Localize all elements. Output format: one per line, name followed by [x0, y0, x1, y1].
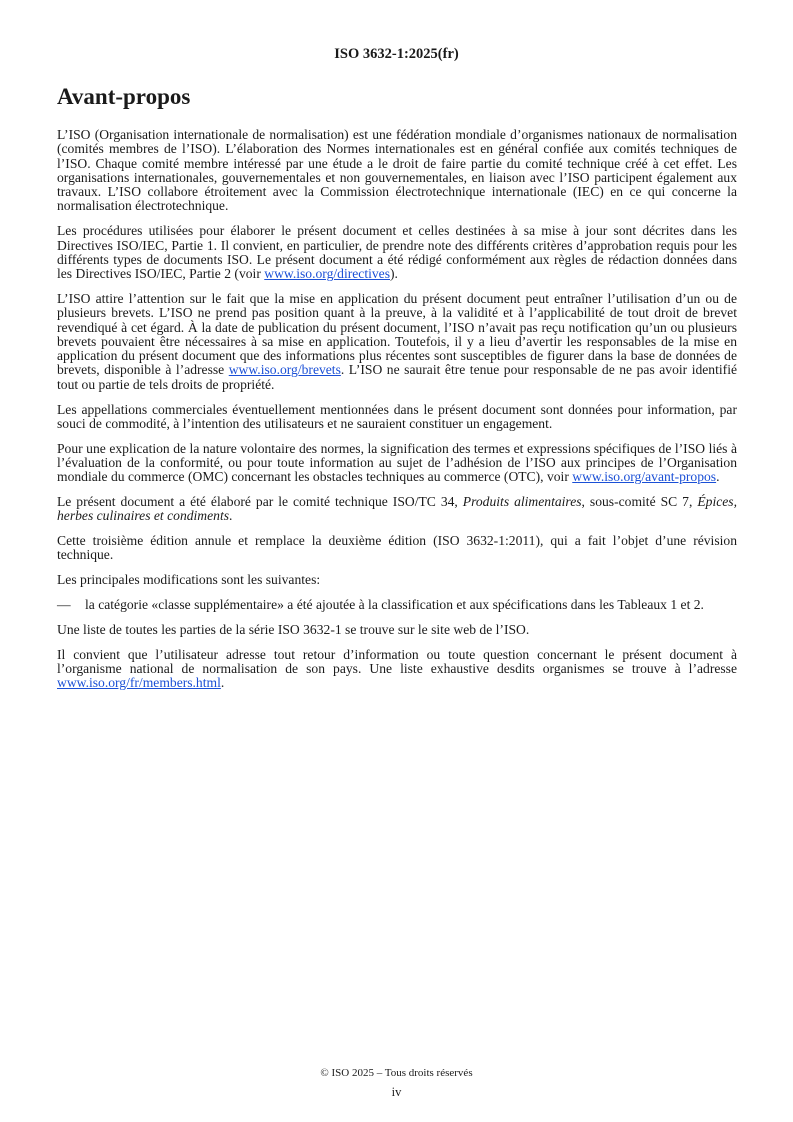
paragraph: Une liste de toutes les parties de la série ISO 3632-1 se trouve sur le site web de l’ISO.: [57, 621, 530, 637]
document-body: [57, 128, 737, 701]
paragraph: L’ISO (Organisation internationale de normalisation) est une fédération mondiale d’organismes nationaux de normalisation (comités membres de l’ISO). L’élaboration des Normes internationales est en général confiée aux comités techniques de l’ISO. Chaque comité membre intéressé par une étude a le droit de faire partie du comité technique créé à cet effet. Les organisations internationales, gouvernementales et non gouvernementales, en liaison avec l’ISO participent également aux travaux. L’ISO collabore étroitement avec la Commission électrotechnique internationale (IEC) en ce qui concerne la normalisation électrotechnique.: [57, 127, 737, 214]
text: Il convient que l’utilisateur adresse tout retour d’information ou toute question concernant le présent document à l’organisme national de normalisation de son pays. Une liste exhaustive desdits organismes se trouve à l’adresse: [57, 646, 737, 676]
text: L’ISO attire l’attention sur le fait que la mise en application du présent document peut entraîner l’utilisation d’un ou de plusieurs brevets. L’ISO ne prend pas position quant à la preuve, à la validité et à l’applicabilité de tout droit de brevet revendiqué à cet égard. À la date de publication du présent document, l’ISO n’avait pas reçu notification qu’un ou plusieurs brevets pouvaient être nécessaires à sa mise en application. Toutefois, il y a lieu d’avertir les responsables de la mise en application du présent document que des informations plus récentes sont susceptibles de figurer dans la base de données de brevets, disponible à l’adresse: [57, 290, 737, 378]
italic-text: Épices, herbes culinaires et condiments: [57, 494, 737, 524]
text: Les procédures utilisées pour élaborer le présent document et celles destinées à sa mise à jour sont décrites dans les Directives ISO/IEC, Partie 1. Il convient, en particulier, de prendre note des différents critères d’approbation requis pour les différents types de documents ISO. Le présent document a été rédigé conformément aux règles de rédaction données dans les Directives ISO/IEC, Partie 2 (voir: [57, 223, 737, 282]
italic-text: Produits alimentaires: [462, 494, 582, 510]
paragraph: Les appellations commerciales éventuellement mentionnées dans le présent document sont données pour information, par souci de commodité, à l’intention des utilisateurs et ne sauraient constituer un engagement.: [57, 401, 737, 431]
text: .: [229, 508, 233, 524]
list-item: [57, 598, 737, 612]
avant-propos-link[interactable]: www.iso.org/avant-propos: [572, 469, 717, 485]
list-item-text: la catégorie «classe supplémentaire» a été ajoutée à la classification et aux spécifications dans les Tableaux 1 et 2.: [85, 597, 704, 613]
text: . L’ISO ne saurait être tenue pour responsable de ne pas avoir identifié tout ou partie de tels droits de propriété.: [57, 362, 737, 392]
text: , sous-comité SC 7,: [581, 494, 698, 510]
directives-link[interactable]: www.iso.org/directives: [264, 266, 390, 282]
text: Le présent document a été élaboré par le comité technique ISO/TC 34,: [57, 494, 463, 510]
paragraph: [57, 648, 737, 691]
paragraph: [57, 292, 737, 392]
members-link[interactable]: www.iso.org/fr/members.html: [57, 675, 221, 691]
copyright-footer: © ISO 2025 – Tous droits réservés: [320, 1067, 473, 1079]
brevets-link[interactable]: www.iso.org/brevets: [228, 362, 341, 378]
page-title: Avant-propos: [57, 84, 191, 109]
text: .: [220, 675, 225, 691]
text: Pour une explication de la nature volontaire des normes, la signification des termes et expressions spécifiques de l’ISO liés à l’évaluation de la conformité, ou pour toute information au sujet de l’adhésion de l’ISO aux principes de l’Organisation mondiale du commerce (OMC) concernant les obstacles techniques au commerce (OTC), voir: [57, 440, 737, 485]
paragraph: Les principales modifications sont les suivantes:: [57, 572, 321, 588]
paragraph: [57, 495, 737, 524]
page-number: iv: [391, 1085, 402, 1099]
document-header: ISO 3632-1:2025(fr): [334, 46, 459, 62]
dash-bullet: —: [57, 597, 71, 613]
text: .: [716, 469, 720, 485]
text: ).: [390, 266, 398, 282]
paragraph: [57, 224, 737, 281]
paragraph: Cette troisième édition annule et remplace la deuxième édition (ISO 3632-1:2011), qui a fait l’objet d’une révision technique.: [57, 533, 737, 563]
paragraph: [57, 442, 737, 485]
